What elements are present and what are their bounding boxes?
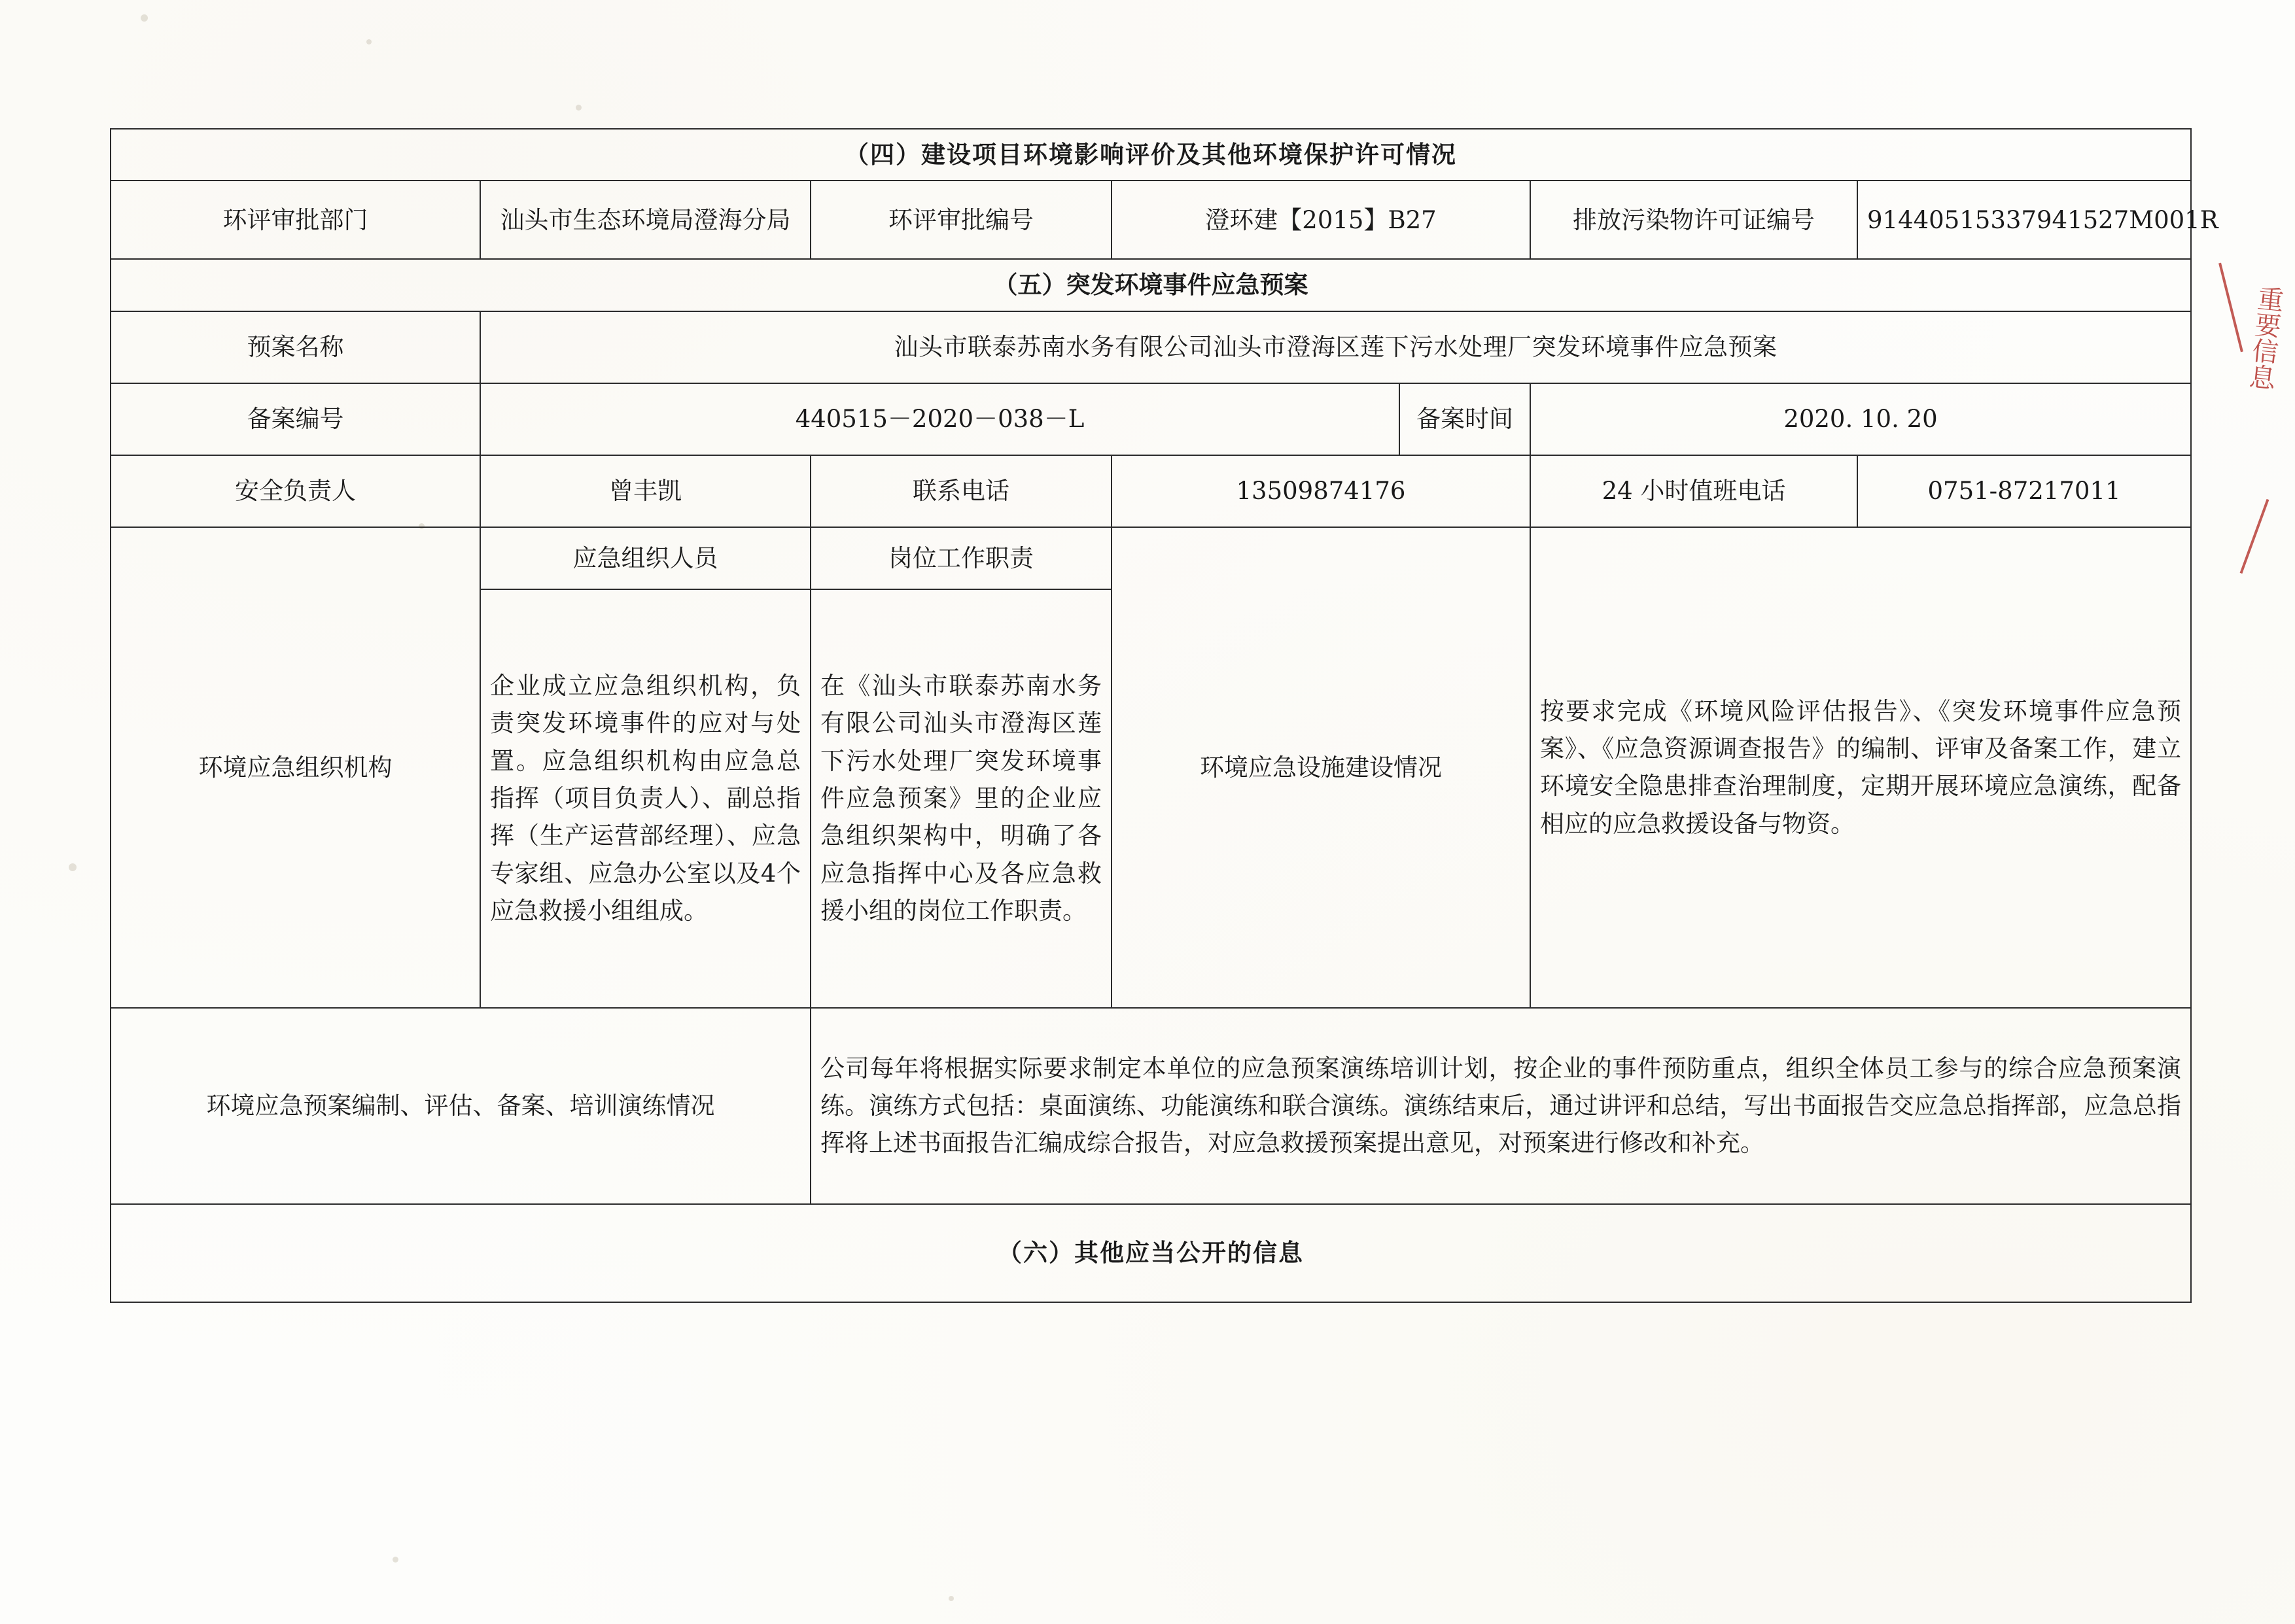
- value-record-time: 2020. 10. 20: [1530, 383, 2191, 455]
- value-approval-no: 澄环建【2015】B27: [1112, 181, 1530, 259]
- table-row: [111, 311, 2191, 383]
- label-discharge-permit-no: [1530, 181, 1857, 259]
- disclosure-form: [110, 128, 2218, 1303]
- value-org-personnel: 企业成立应急组织机构，负责突发环境事件的应对与处置。应急组织机构由应急总指挥（项目负责人）、副总指挥（生产运营部经理）、应急专家组、应急办公室以及4个应急救援小组组成。: [480, 589, 811, 1008]
- value-record-no: 440515－2020－038－L: [480, 383, 1399, 455]
- value-post-duty: 在《汕头市联泰苏南水务有限公司汕头市澄海区莲下污水处理厂突发环境事件应急预案》里的企业应急组织架构中，明确了各应急指挥中心及各应急救援小组的岗位工作职责。: [811, 589, 1112, 1008]
- scan-speck: [69, 863, 77, 871]
- table-row: [111, 383, 2191, 455]
- label-org-personnel: 应急组织人员: [480, 527, 811, 589]
- table-row: [111, 129, 2191, 181]
- label-plan-name: 预案名称: [111, 311, 480, 383]
- table-row: [111, 455, 2191, 527]
- label-approval-no: 环评审批编号: [811, 181, 1112, 259]
- label-record-no: 备案编号: [111, 383, 480, 455]
- label-duty-phone: 24 小时值班电话: [1530, 455, 1857, 527]
- label-discharge-permit-no-text: 排放污染物许可证编号: [1573, 205, 1815, 234]
- value-contact-phone: 13509874176: [1112, 455, 1530, 527]
- label-record-time: 备案时间: [1399, 383, 1530, 455]
- label-org-structure: [111, 527, 480, 1008]
- table-row: [111, 1008, 2191, 1204]
- section-4-title: （四）建设项目环境影响评价及其他环境保护许可情况: [111, 129, 2191, 181]
- label-plan-training: 环境应急预案编制、评估、备案、培训演练情况: [111, 1008, 811, 1204]
- table-row: [111, 259, 2191, 311]
- section-5-title: （五）突发环境事件应急预案: [111, 259, 2191, 311]
- value-facility-build: 按要求完成《环境风险评估报告》、《突发环境事件应急预案》、《应急资源调查报告》的编制、评审及备案工作，建立环境安全隐患排查治理制度，定期开展环境应急演练，配备相应的应急救援设备与物资。: [1530, 527, 2191, 1008]
- red-margin-note: 重要信息: [2244, 284, 2285, 392]
- scan-speck: [393, 1557, 398, 1563]
- label-facility-build-text: 环境应急设施建设情况: [1200, 753, 1442, 782]
- label-facility-build: [1112, 527, 1530, 1008]
- label-approval-dept: 环评审批部门: [111, 181, 480, 259]
- value-discharge-permit-no: 91440515337941527M001R: [1857, 181, 2191, 259]
- label-safety-officer: 安全负责人: [111, 455, 480, 527]
- value-plan-name: 汕头市联泰苏南水务有限公司汕头市澄海区莲下污水处理厂突发环境事件应急预案: [480, 311, 2191, 383]
- table-row: [111, 1204, 2191, 1302]
- table-row: [111, 181, 2191, 259]
- scan-speck: [576, 105, 582, 111]
- value-safety-officer: 曾丰凯: [480, 455, 811, 527]
- label-contact-phone: 联系电话: [811, 455, 1112, 527]
- scan-speck: [366, 39, 372, 44]
- value-plan-training: 公司每年将根据实际要求制定本单位的应急预案演练培训计划，按企业的事件预防重点，组织全体员工参与的综合应急预案演练。演练方式包括：桌面演练、功能演练和联合演练。演练结束后，通过讲评和总结，写出书面报告交应急总指挥部，应急总指挥将上述书面报告汇编成综合报告，对应急救援预案提出意见，对预案进行修改和补充。: [811, 1008, 2191, 1204]
- table-row: [111, 527, 2191, 589]
- label-post-duty: 岗位工作职责: [811, 527, 1112, 589]
- scan-speck: [141, 14, 148, 22]
- label-org-structure-text: 环境应急组织机构: [198, 753, 393, 782]
- value-approval-dept: 汕头市生态环境局澄海分局: [480, 181, 811, 259]
- main-table: [110, 128, 2218, 1303]
- section-6-title: （六）其他应当公开的信息: [111, 1204, 2191, 1302]
- value-duty-phone: 0751-87217011: [1857, 455, 2191, 527]
- scan-speck: [949, 1596, 954, 1601]
